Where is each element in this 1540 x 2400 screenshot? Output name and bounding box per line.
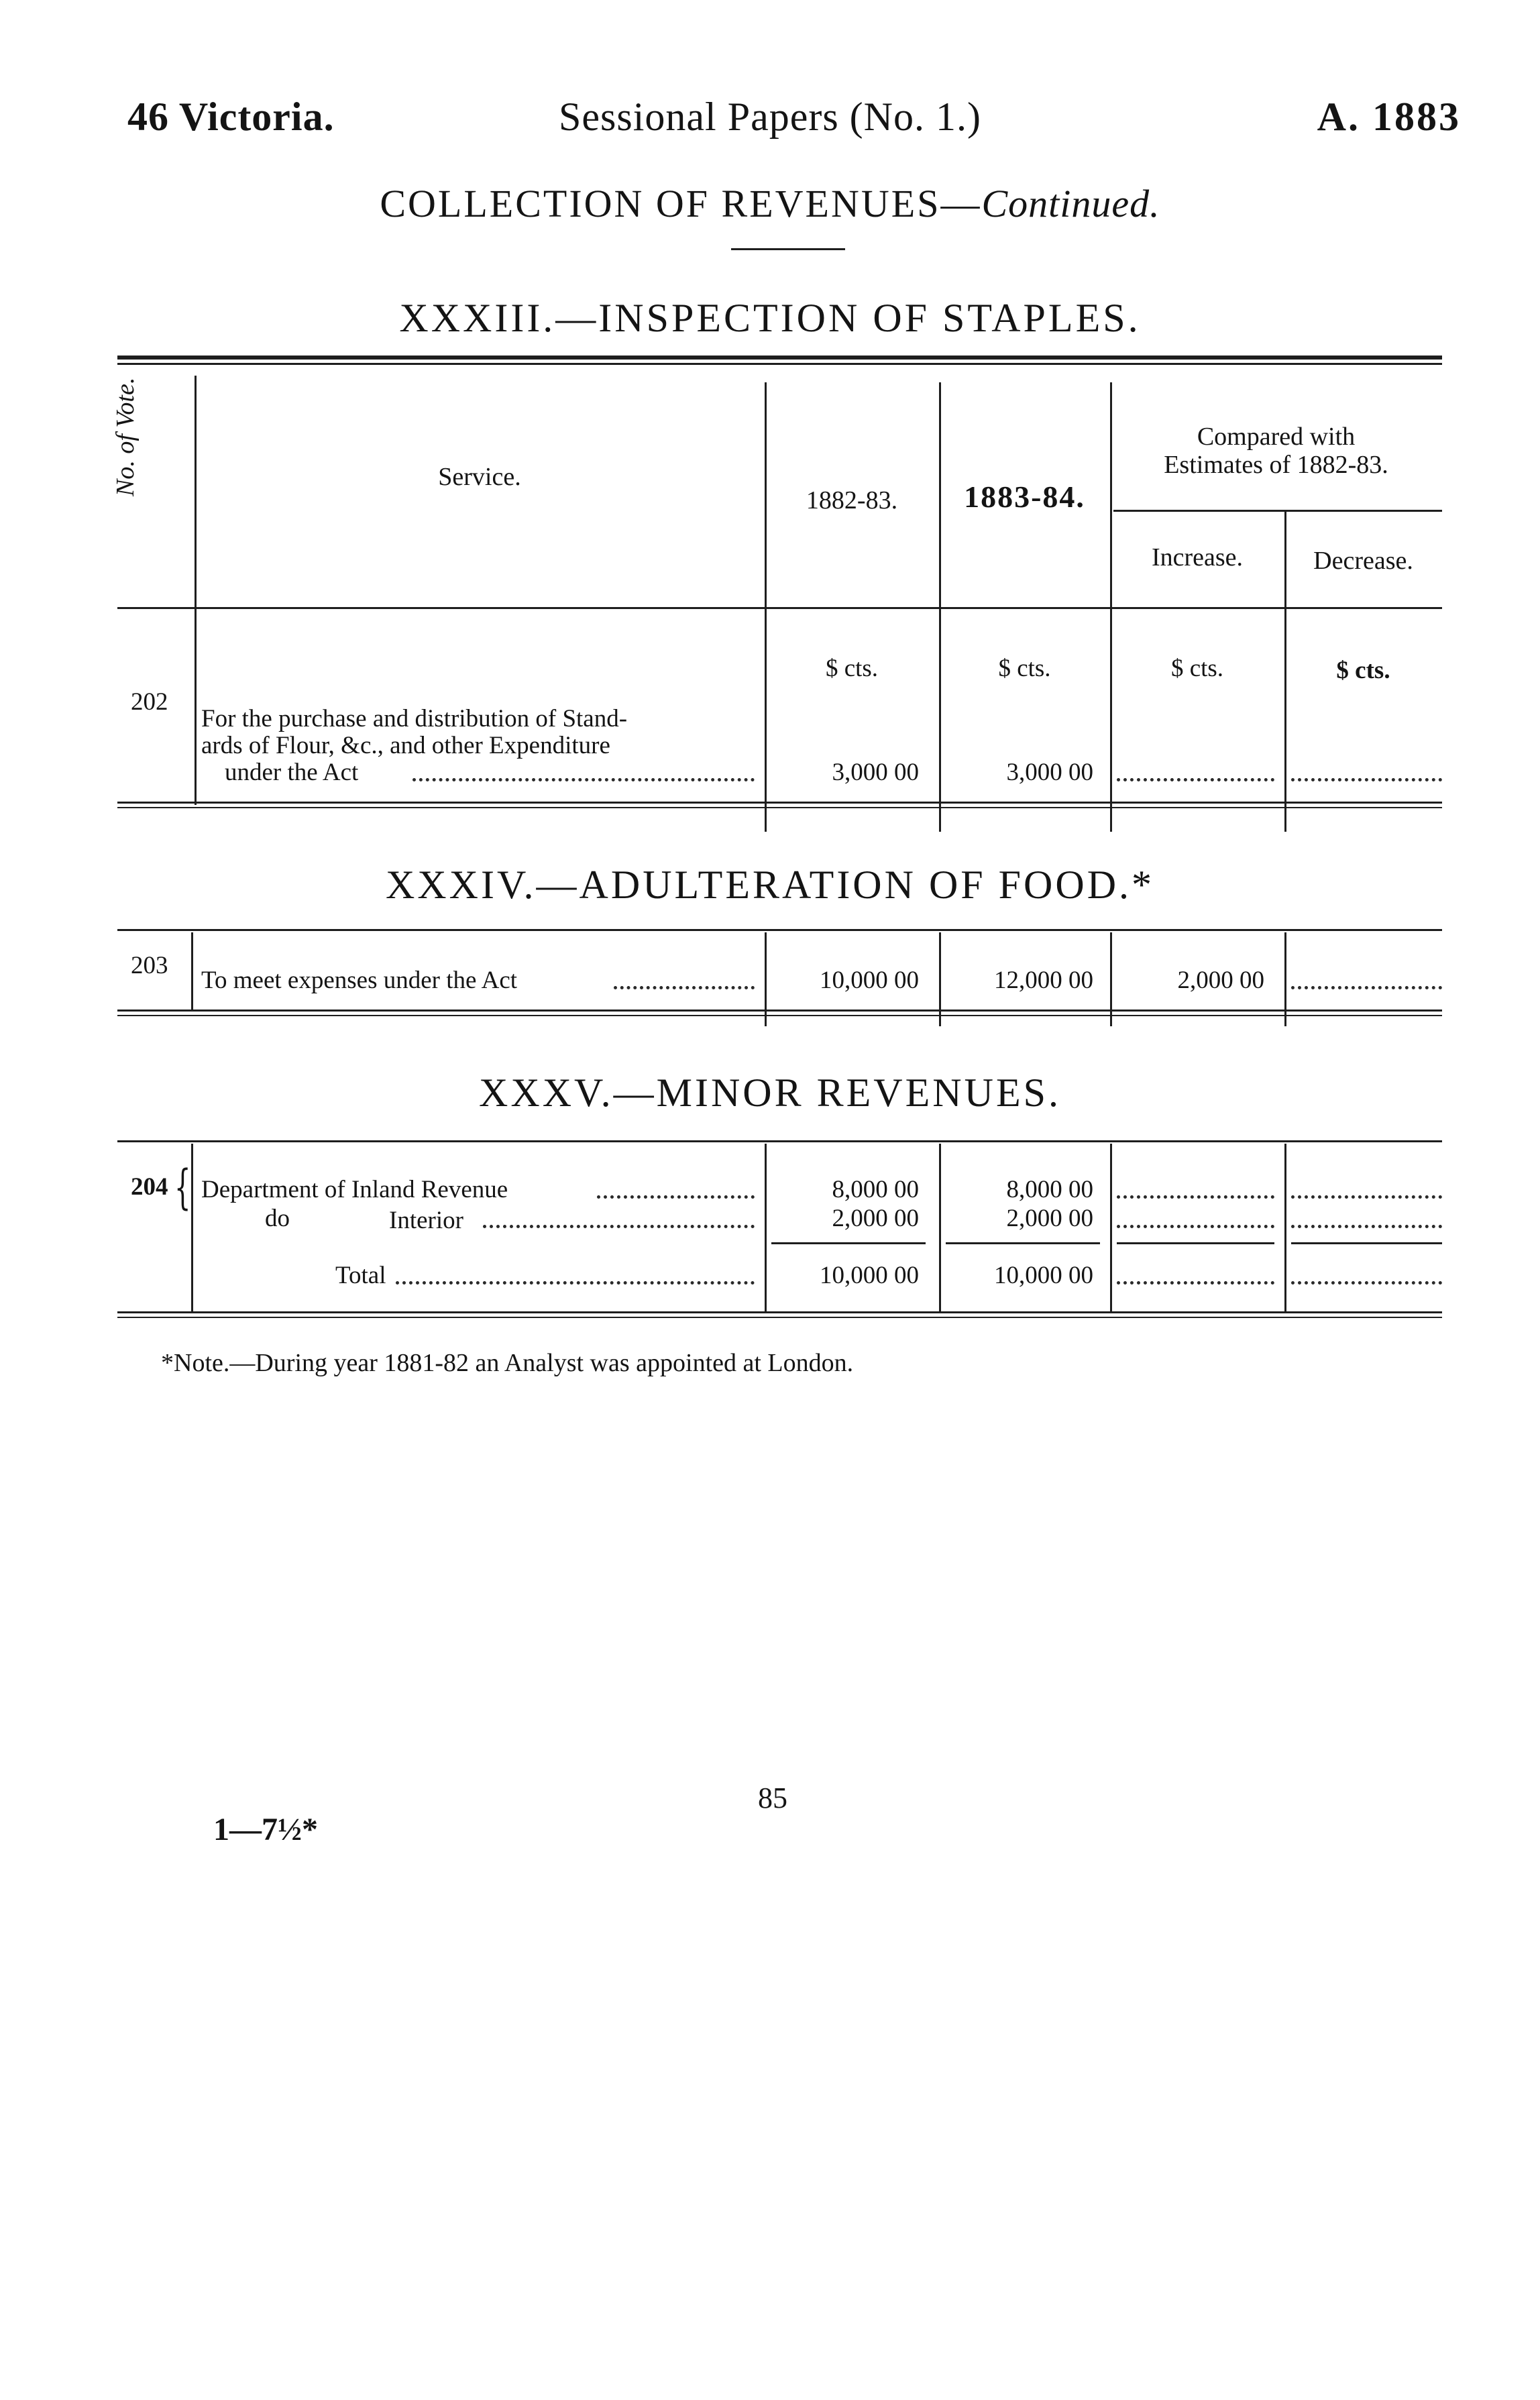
service-col-divider [765,1144,767,1311]
header-title: Sessional Papers (No. 1.) [559,95,981,139]
section-34-top-rule [117,929,1442,931]
vote-col-divider [191,1144,193,1311]
year1-col-header: 1882-83. [806,486,898,514]
printer-signature: 1—7½* [213,1812,318,1847]
leader-dots [1291,986,1442,989]
leader-dots [483,1225,755,1228]
service-203: To meet expenses under the Act [201,967,518,994]
value-204a-year1: 8,000 00 [832,1176,919,1203]
total-label: Total [335,1262,386,1289]
service-202-line3: under the Act [225,759,359,786]
section-35-bottom-rule-thin [117,1317,1442,1318]
unit-decrease: $ cts. [1336,657,1390,684]
leader-dots [396,1281,755,1285]
header-year: A. 1883 [1317,95,1461,139]
compared-header-line1: Compared with [1197,423,1356,451]
total-year2: 10,000 00 [994,1262,1093,1289]
service-204-line2: Interior [389,1207,463,1234]
section-34-bottom-rule [117,1010,1442,1012]
vote-col-divider [191,932,193,1010]
service-col-divider [765,932,767,1026]
year2-col-divider [1110,1144,1112,1311]
subtotal-rule [1117,1242,1274,1244]
increase-col-divider [1284,1144,1286,1311]
leader-dots [1291,1281,1442,1285]
year1-col-divider [939,932,941,1026]
section-35-bottom-rule [117,1311,1442,1313]
increase-col-header: Increase. [1151,543,1244,571]
leader-dots [1291,778,1442,781]
vote-202: 202 [131,688,168,716]
header-session: 46 Victoria. [127,95,335,139]
leader-dots [412,778,755,781]
year1-col-divider [939,1144,941,1311]
service-204-line2-do: do [265,1205,290,1232]
subtotal-rule [771,1242,926,1244]
compared-subheader-rule [1113,510,1442,512]
value-203-year2: 12,000 00 [994,967,1093,994]
section-33-title: XXXIII.—INSPECTION OF STAPLES. [399,296,1141,340]
service-col-header: Service. [438,463,521,491]
section-33-bottom-rule-thin [117,807,1442,808]
decrease-col-header: Decrease. [1313,547,1413,575]
vote-col-header: No. of Vote. [111,377,140,496]
value-204b-year1: 2,000 00 [832,1205,919,1232]
year2-col-divider [1110,932,1112,1026]
service-204-line1: Department of Inland Revenue [201,1176,508,1203]
header-bottom-rule [117,607,1442,609]
section-34-bottom-rule-thin [117,1015,1442,1016]
leader-dots [1117,1281,1274,1285]
vote-203: 203 [131,952,168,979]
value-203-increase: 2,000 00 [1177,967,1264,994]
unit-increase: $ cts. [1170,655,1224,682]
left-brace-icon: { [174,1160,191,1215]
increase-col-divider [1284,932,1286,1026]
footnote: *Note.—During year 1881-82 an Analyst was appointed at London. [161,1349,854,1377]
vote-204: 204 [131,1173,168,1201]
leader-dots [1117,778,1274,781]
value-204a-year2: 8,000 00 [1006,1176,1093,1203]
leader-dots [614,986,755,989]
leader-dots [1117,1195,1274,1199]
subtitle-main: COLLECTION OF REVENUES— [380,182,982,225]
leader-dots [1117,1225,1274,1228]
table-top-rule-thin [117,363,1442,365]
subtotal-rule [946,1242,1100,1244]
subtotal-rule [1291,1242,1442,1244]
leader-dots [597,1195,755,1199]
page-number: 85 [758,1782,787,1814]
section-35-top-rule [117,1140,1442,1142]
service-202-line1: For the purchase and distribution of Stand- [201,705,628,732]
section-34-title: XXXIV.—ADULTERATION OF FOOD.* [385,863,1155,907]
page-subtitle [0,181,1540,226]
value-204b-year2: 2,000 00 [1006,1205,1093,1232]
value-202-year1: 3,000 00 [832,759,919,786]
service-202-line2: ards of Flour, &c., and other Expenditure [201,732,610,759]
value-202-year2: 3,000 00 [1006,759,1093,786]
year2-col-header: 1883-84. [964,480,1085,514]
value-203-year1: 10,000 00 [820,967,919,994]
section-35-title: XXXV.—MINOR REVENUES. [479,1071,1061,1115]
section-33-bottom-rule [117,802,1442,804]
leader-dots [1291,1225,1442,1228]
total-year1: 10,000 00 [820,1262,919,1289]
compared-header-line2: Estimates of 1882-83. [1164,451,1388,479]
subtitle-rule [731,248,845,250]
leader-dots [1291,1195,1442,1199]
table-top-rule [117,356,1442,360]
vote-col-divider [195,376,197,805]
unit-year1: $ cts. [825,655,879,682]
unit-year2: $ cts. [998,655,1051,682]
subtitle-continued: Continued. [981,182,1160,225]
